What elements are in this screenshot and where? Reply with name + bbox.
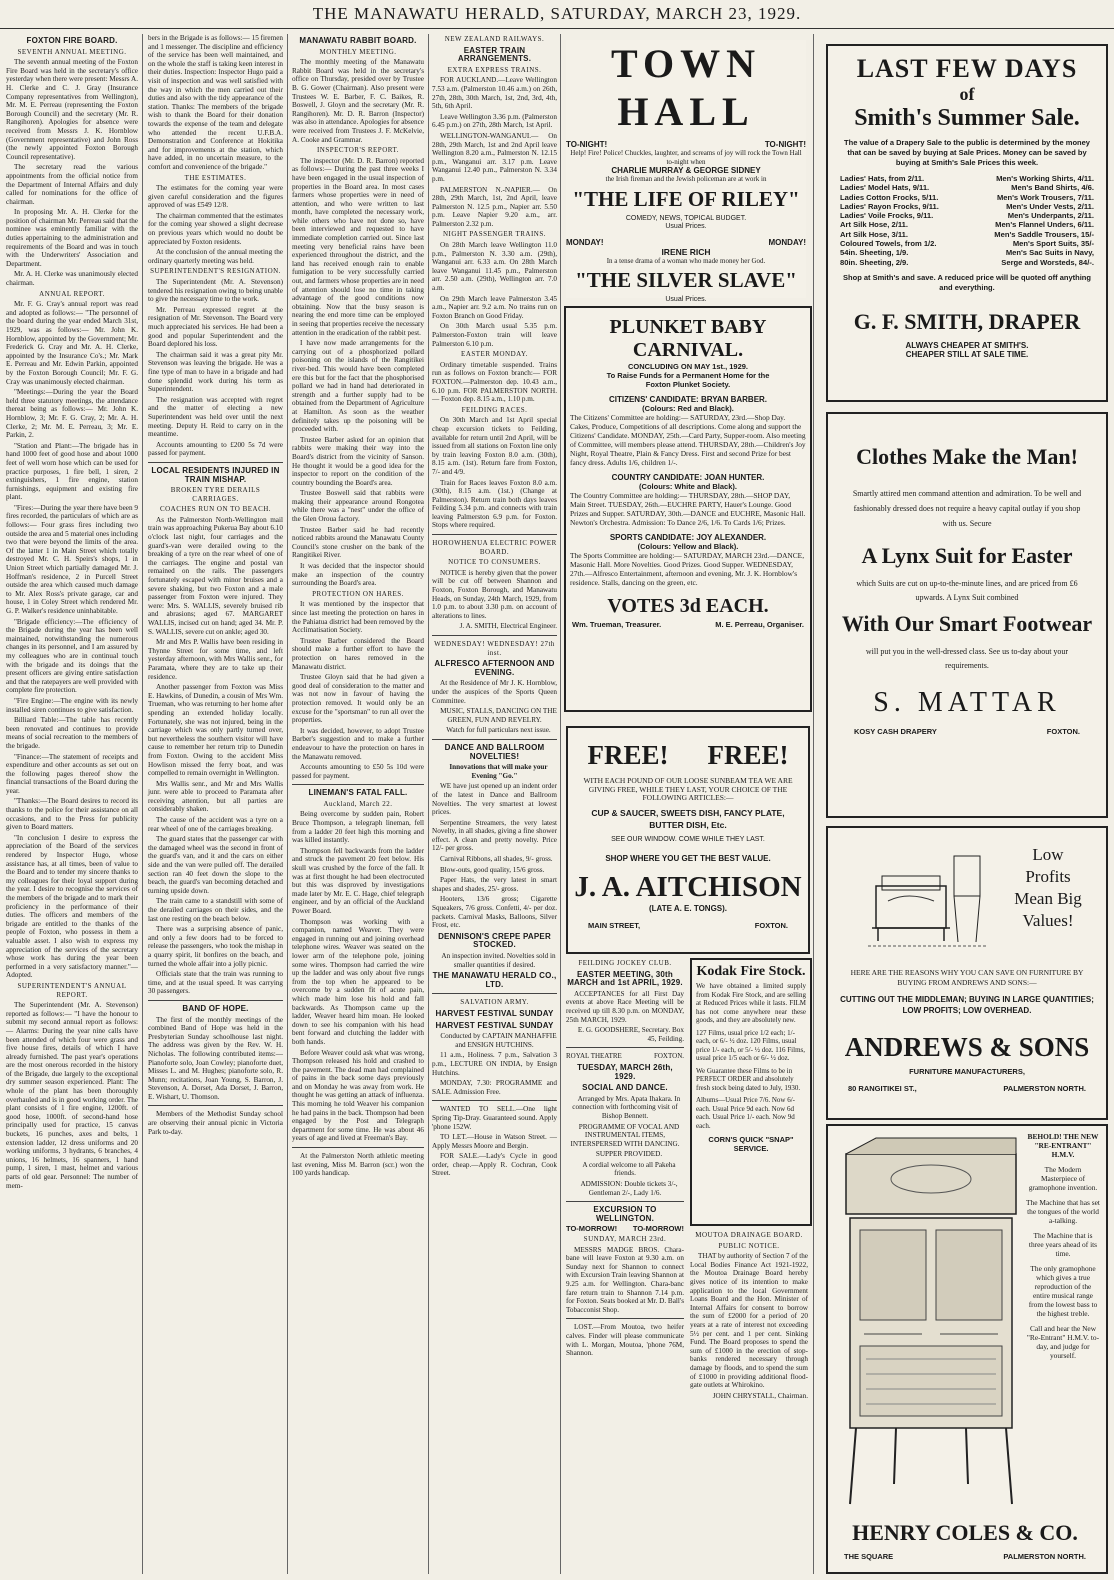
ad-text: 127 Films, usual price 1/2 each; 1/- each, or 6/- ½ doz. 120 Films, usual price 1/- each, or 5/- ½ doz. 116 Films, usual price 1/5 each or 6/- ½ doz. — [696, 1028, 805, 1062]
price-item: Men's Work Trousers, 7/11. — [996, 192, 1094, 202]
paragraph: "Fire Engine:—The engine with its newly installed siren continues to give satisfaction. — [6, 696, 138, 714]
paragraph: NOTICE is hereby given that the power will be cut off between Shannon and Foxton, Foxton Borough, and Manawatu Heads, on Sunday, 24th March, 1929, from 1.0 p.m. to about 3.30 p.m. on account of alterations to lines. — [432, 568, 557, 620]
paragraph: Before Weaver could ask what was wrong, Thompson released his hold and crashed to the pavement. The dead man had complained of pains in the back some days previously and on Monday he was away from work. He thought he was getting an attack of influenza. This morning he told Weaver his companion he had pains in the back. Thompson had been engaged by the Post and Telegraph department for some time. He was about 46 years of age and lived at Freeman's Bay. — [292, 1048, 424, 1143]
shop-name: ANDREWS & SONS — [844, 1032, 1090, 1062]
signature: J. A. SMITH, Electrical Engineer. — [459, 622, 557, 631]
paragraph: A cordial welcome to all Pakeha friends. — [582, 1160, 676, 1178]
classified: WANTED TO SELL.—One light Spring Tip-Dray. Guaranteed sound. Apply 'phone 152W. — [432, 1105, 557, 1131]
ad-headline: BEHOLD! THE NEW "RE-ENTRANT" H.M.V. — [1027, 1132, 1099, 1159]
organiser: M. E. Perreau, Organiser. — [715, 620, 804, 629]
paragraph: Trustee Boswell said that rabbits were making their appearance around Rongotea while there was a "nest" under the office of the Glen Oroua factory. — [292, 489, 424, 524]
ad-subhead: CONCLUDING ON MAY 1st., 1929. — [627, 362, 749, 371]
price-item: Ladies' Hats, from 2/11. — [840, 174, 925, 183]
slogan-block — [998, 844, 1098, 932]
slogan-line: Mean Big — [1014, 889, 1082, 908]
dateline: Auckland, March 22. — [323, 799, 393, 808]
monday-label: MONDAY! — [566, 237, 604, 247]
town: FOXTON. — [653, 1052, 684, 1061]
price-list — [828, 174, 1106, 267]
article-headline: MANAWATU RABBIT BOARD. — [299, 36, 417, 45]
paragraph: The estimates for the coming year were given careful consideration and the figures approved of was £549 12/8. — [148, 184, 283, 210]
ad-footer: CORN'S QUICK "SNAP" SERVICE. — [708, 1135, 794, 1153]
ad-heading: ALFRESCO AFTERNOON AND EVENING. — [434, 659, 555, 677]
ad-heading: HOROWHENUA ELECTRIC POWER BOARD. — [432, 539, 557, 556]
ad-text: The Country Committee are holding:— THURSDAY, 28th.—SHOP DAY, Main Street. TUESDAY, 26th.—EUCHRE PARTY, Hauer's Lounge. Good Prizes and Supper. SATURDAY, 30th.—DANCE and EUCHRE, Masonic Hall. Newton's Orchestra. Admission: To Dance 2/6, 1/6. To Cards 1/6; Prizes. — [570, 491, 806, 527]
ad-text: Usual Prices. — [665, 296, 707, 303]
paragraph: ADMISSION: Double tickets 3/-, Gentleman 2/-, Lady 1/6. — [580, 1180, 678, 1197]
ad-text: Help! Fire! Police! Chuckles, laughter, and screams of joy will rock the Town Hall to-night when — [570, 149, 802, 166]
price-item: Men's Under Vests, 2/11. — [1006, 201, 1094, 211]
shop-name: J. A. AITCHISON — [574, 871, 802, 903]
column-rule — [428, 34, 429, 1574]
divider — [432, 739, 557, 740]
price-list-ladies — [840, 174, 939, 267]
ad-text: Usual Prices. — [665, 223, 707, 230]
paragraph: WE have just opened up an indent order of the latest in Dance and Ballroom Novelties. The very smartest at lowest prices. — [432, 782, 557, 817]
ad-title: Smith's Summer Sale. — [854, 105, 1080, 131]
free-heading — [568, 740, 808, 771]
ad-text: COMEDY, NEWS, TOPICAL BUDGET. — [625, 214, 747, 222]
paragraph: Accounts amounting to £200 5s 7d were passed for payment. — [148, 440, 283, 458]
paragraph: bers in the Brigade is as follows:— 15 firemen and 1 messenger. The discipline and efficiency of the service has been well maintained, and on the whole the staff is taking keen interest in their duties. Inspection: Inspector Hugo paid a visit of inspection and was well satisfied with the way in which the men carried out their duties and also with the tidy appearance of the station. Thanks: The members of the brigade wish to thank the Board for their donation towards the expense of the team and delegate who attended the recent U.F.B.A. Demonstration and Conference at Hokitika and for improvements at the station, which have added, in no uncertain measure, to the comfort and convenience of the brigade." — [148, 34, 283, 171]
paragraph: The inspector (Mr. D. R. Barron) reported as follows:— During the past three weeks I have been engaged in the usual inspection of properties in the Board area. In most cases farmers whose properties were in need of attention, and who were written to last month, have completed the necessary work, while others who have not done so, have been interviewed and requested to have immediate completion carried out. Since last meeting very beneficial rains have been experienced throughout the district, and the land has received enough rain to enable fumigation to be very successfully carried out, and farmers whose properties are in need of attention should lose no time in taking advantage of the good conditions now obtaining. Now that the busy season is nearing the end more time can be employed in seeing that properties receive the necessary attention in the eradication of the rabbit pest. — [292, 156, 424, 337]
kodak-fire-stock-ad — [690, 958, 812, 1226]
ad-heading: EASTER MEETING, 30th MARCH and 1st APRIL, 1929. — [567, 969, 683, 988]
signature: E. G. GOODSHERE, Secretary. Box 45, Feilding. — [577, 1026, 684, 1043]
paragraph: Accounts amounting to £50 5s 10d were passed for payment. — [292, 763, 424, 780]
paragraph: Mr and Mrs P. Wallis have been residing in Thynne Street for some time, and left yesterday afternoon, with Mrs Wallis senr., for Paramata, where they are to take up their residence. — [148, 638, 283, 681]
ad-title-of: of — [959, 84, 975, 104]
town: PALMERSTON NORTH. — [1003, 1552, 1086, 1561]
ad-text: Call and hear the New "Re-Entrant" H.M.V. to-day, and judge for yourself. — [1026, 1324, 1100, 1360]
ad-headline: With Our Smart Footwear — [841, 611, 1093, 636]
ad-title: Clothes Make the Man! — [856, 444, 1078, 469]
paragraph: In proposing Mr. A. H. Clerke for the position of chairman Mr. Perreau said that the nominee was eminently familiar with the duties appertaining to the administration and requirements of the Board and was in touch with the Underwriters' Association and Department. — [6, 208, 138, 268]
divider — [432, 1100, 557, 1101]
ad-heading: MOUTOA DRAINAGE BOARD. — [695, 1231, 803, 1239]
paragraph: It was decided that the inspector should make an inspection of the country surrounding the Board's area. — [292, 562, 424, 588]
smith-summer-sale-ad — [826, 44, 1108, 402]
ad-subhead: SUNDAY, MARCH 23rd. — [583, 1235, 667, 1244]
paragraph: Mr. Perreau expressed regret at the resignation of Mr. Stevenson. The Board very much appreciated his services. He had been a good and popular Superintendent and the Board deplored his loss. — [148, 305, 283, 349]
column-rule — [142, 34, 143, 1574]
coles-footer — [834, 1520, 1096, 1561]
living-room-illustration — [868, 846, 988, 956]
paragraph: "Meetings:—During the year the Board held three statutory meetings, the attendance thereat being as follows:— Mr. John K. Hornblow, 3; Mr. F. G. Cray, 2; Mr. A. H. Clerke, 2; Mr. M. E. Perreau, 3; Mr. E. Parkin, 2. — [6, 388, 138, 440]
paragraph: The cause of the accident was a tyre on a rear wheel of one of the carriages breaking. — [148, 816, 283, 833]
paragraph: The Superintendent (Mr. A. Stevenson) tendered his resignation owing to being unable to give the necessary time to the work. — [148, 278, 283, 304]
paragraph: Train for Races leaves Foxton 8.0 a.m. (30th), 8.15 a.m. (1st.) (Change at Palmerston). Return train both days leaves Feilding 5.34 p.m. and connects with train leaving Palmerston 6.9 p.m. for Foxton. Stops where required. — [432, 478, 557, 530]
ad-text: The Sports Committee are holding:— SATURDAY, MARCH 23rd.—DANCE, Masonic Hall. More Novelties. Good Prizes. Good Supper. WEDNESDAY, 27th.—Alfresco Entertainment, afternoon and evening, Mr. J. K. Hornblow's residence. Stalls, dancing on the green, etc. — [570, 551, 805, 587]
monday-label: MONDAY! — [768, 237, 806, 247]
article-headline: BAND OF HOPE. — [182, 1003, 249, 1013]
town-hall-ad — [566, 40, 806, 303]
section-subhead: SUPERINTENDENT'S RESIGNATION. — [150, 267, 281, 276]
ad-text: Smartly attired men command attention and admiration. To be well and fashionably dressed does not require a heavy capital outlay if you shop with us. Secure — [852, 489, 1082, 528]
paragraph: The train came to a standstill with some of the derailed carriages on their sides, and the last one resting on the beach below. — [148, 897, 283, 923]
ad-heading: SOCIAL AND DANCE. — [582, 1083, 668, 1093]
paragraph: "Station and Plant:—The brigade has in hand 1000 feet of good hose and about 1000 feet of well worn hose which can be used for practice purposes, 1 fire bell, 1 siren, 2 extinguishers, 1 fire engine, station furnishings, equipment and existing fire plant. — [6, 441, 138, 502]
ad-heading: DENNISON'S CREPE PAPER STOCKED. — [438, 931, 551, 950]
paragraph: Mr. A. H. Clerke was unanimously elected chairman. — [6, 270, 138, 288]
column-5-lower — [566, 958, 684, 1574]
paragraph: PROGRAMME OF VOCAL AND INSTRUMENTAL ITEMS, INTERSPERSED WITH DANCING. — [570, 1122, 680, 1148]
ad-subhead: To Raise Funds for a Permanent Home for the Foxton Plunket Society. — [606, 371, 770, 389]
tomorrow-label: TO-MORROW! — [566, 1224, 618, 1234]
price-item: Serge and Worsteds, 84/-. — [1001, 257, 1094, 267]
paragraph: Conducted by CAPTAIN MANHAFFIE and ENSIGN HUTCHINS. — [440, 1032, 557, 1049]
paragraph: Another passenger from Foxton was Miss E. Hawkins, of Dunedin, a cousin of Mrs Wm. Trueman, who was returning to her home after spending an extended holiday locally. Fortunately, she was not injured, being in the carriage which was only partly turned over, but nevertheless the southern visitor will have cause to remember her return trip to Dunedin from Foxton. Owing to the accident Miss Howlison missed the ferry boat, and was compelled to remain overnight in Wellington. — [148, 683, 283, 778]
ad-text: which Suits are cut on up-to-the-minute lines, and are priced from £6 upwards. A Lynx Suit combined — [856, 579, 1078, 602]
ad-title: TOWN HALL — [611, 41, 761, 134]
paragraph: Officials state that the train was running to time, and at the usual speed. It was carrying 30 passengers. — [148, 970, 283, 996]
paragraph: Trustee Barber said he had recently noticed rabbits around the Manawatu County Council's stone crusher on the bank of the Rangitikei River. — [292, 525, 424, 560]
divider — [566, 1318, 684, 1319]
tomorrow-label: TO-MORROW! — [632, 1224, 684, 1234]
slogan-line: Values! — [1022, 911, 1074, 930]
ad-text: The Modern Masterpiece of gramophone invention. — [1028, 1165, 1098, 1192]
slogan: ALWAYS CHEAPER AT SMITH'S. — [905, 340, 1029, 350]
divider — [566, 1047, 684, 1048]
paragraph: On 30th March usual 5.35 p.m. Palmerston-Foxton train will leave Palmerston 6.10 p.m. — [432, 322, 557, 348]
paragraph: As the Palmerston North-Wellington mail train was approaching Pukerua Bay about 6.10 o'clock last night, four carriages and the guard's-van were derailed owing to the breaking of a tyre on the rear wheel of one of the carriages. The engine and postal van remained on the rails. The passengers fortunately escaped with minor bruises and a severe shaking, but two Foxton and a male passenger from Foxton were injured. They were: Mrs. S. WALLIS, severely bruised rib and abrasions; aged 67. MARGARET WALLIS, incised cut on hand; aged 34. Mr. P. S. WALLIS, severe cut on ankle; aged 30. — [148, 515, 283, 636]
divider — [432, 635, 557, 636]
paragraph: Being overcome by sudden pain, Robert Bruce Thompson, a telegraph lineman, fell from a ladder 20 feet high this morning and was killed instantly. — [292, 810, 424, 845]
paragraph: At the Residence of Mr J. K. Hornblow, under the auspices of the Sports Queen Committee. — [432, 679, 557, 705]
address-row — [834, 1552, 1096, 1561]
andrews-body — [838, 968, 1096, 1093]
ad-text: The Citizens' Committee are holding:— SATURDAY, 23rd.—Shop Day. Cakes, Produce, Competitions of all descriptions. Come along and support the Citizens' Candidate. MONDAY, 25th.—Card Party, Supper-room. Also meeting of Committee, will members please attend. THURSDAY, 28th.—Children's Joy Night, Royal Theatre, Plain & Fancy Dress. First and second Prize for best fancy dress. Adults 1/6, children 1/-. — [570, 413, 806, 467]
paragraph: At the conclusion of the annual meeting the ordinary quarterly meeting was held. — [148, 248, 283, 265]
paragraph: Watch for full particulars next issue. — [446, 726, 551, 735]
ad-text: We have obtained a limited supply from Kodak Fire Stock, and are selling at Reduced Prices while it lasts. FILM has not come anywhere near these goods, and they are absolutely new. — [696, 982, 806, 1024]
column-rule — [560, 34, 561, 1574]
free-label: FREE! — [587, 740, 669, 770]
ad-text: We Guarantee these Films to be in PERFECT ORDER and absolutely fresh stock being dated to July, 1930. — [696, 1066, 801, 1092]
ad-text: The only gramophone which gives a true reproduction of the entire musical range from the lowest bass to the highest treble. — [1028, 1264, 1098, 1318]
paragraph: The chairman commented that the estimates for the coming year showed a slight decrease on previous years which would no doubt be appreciated by Foxton residents. — [148, 211, 283, 246]
article-subhead: COACHES RUN ON TO BEACH. — [159, 505, 272, 514]
signatures-row — [566, 620, 810, 629]
paragraph: Innovations that will make your Evening "Go." — [449, 763, 548, 780]
tonight-label: TO-NIGHT! — [566, 140, 608, 149]
column-3 — [292, 34, 424, 1574]
ad-headline: A Lynx Suit for Easter — [861, 543, 1073, 568]
section-subhead: ANNUAL REPORT. — [39, 289, 105, 298]
column-4 — [432, 34, 557, 1574]
royal-row — [566, 1052, 684, 1061]
ad-text: the Irish fireman and the Jewish policeman are at work in — [605, 175, 767, 183]
town: FOXTON. — [1046, 727, 1080, 736]
paragraph: The monthly meeting of the Manawatu Rabbit Board was held in the secretary's office on Thursday, presided over by Trustee B. G. Gower (Chairman). Also present were Trustees W. E. Barber, F. C. Baikes, R. Boswell, J. Gloyn and the secretary (Mr. R. Rangihoren). Mr. D. R. Barron (Inspector) was also in attendance. Apologies for absence were received from Trustees J. F. McKelvie, A. Cooke and Grammar. — [292, 58, 424, 144]
divider — [292, 784, 424, 785]
candidate: COUNTRY CANDIDATE: JOAN HUNTER. — [611, 473, 765, 482]
shop-name: S. MATTAR — [873, 687, 1061, 718]
paragraph: MONDAY, 7.30: PROGRAMME and SALE. Admission Free. — [432, 1079, 557, 1096]
article-subhead: MONTHLY MEETING. — [319, 47, 397, 56]
ad-stars: IRENE RICH — [661, 246, 711, 257]
paragraph: Thompson fell backwards from the ladder and struck the pavement 20 feet below. His skull was crushed by the force of the fall. It was at first thought he had been electrocuted but this was disproved by investigations made later by Mr. E. C. Hage, chief telegraph engineer, and by an official of the Auckland Power Board. — [292, 846, 424, 915]
ad-text: The Machine that has set the tongues of the world a-talking. — [1026, 1198, 1100, 1225]
tonight-row — [566, 140, 806, 149]
price-item: Ladies' Voile Frocks, 9/11. — [840, 211, 934, 221]
paragraph: It was decided, however, to adopt Trustee Barber's suggestion and to make a further endeavour to have the protection on hares in the Manawatu removed. — [292, 726, 424, 761]
price-item: Ladies Cotton Frocks, 5/11. — [840, 192, 939, 202]
paragraph: Carnival Ribbons, all shades, 9/- gross. — [440, 855, 553, 864]
paragraph: FOR AUCKLAND.—Leave Wellington 7.53 a.m. (Palmerston 10.46 a.m.) on 26th, 27th, 28th, 30th March, 1st, 2nd, 3rd, 4th, 5th, 6th April. — [432, 76, 557, 111]
price-item: Men's Sac Suits in Navy, — [1005, 248, 1094, 258]
shop-name: HENRY COLES & CO. — [852, 1520, 1078, 1545]
article-headline: LOCAL RESIDENTS INJURED IN TRAIN MISHAP. — [151, 465, 280, 484]
ad-subhead: NOTICE TO CONSUMERS. — [448, 558, 541, 567]
masthead: THE MANAWATU HERALD, SATURDAY, MARCH 23, 1929. — [0, 0, 1114, 29]
gramophone-illustration — [836, 1134, 1026, 1514]
tomorrow-row — [566, 1225, 684, 1234]
paragraph: On 28th March leave Wellington 11.0 p.m., Palmerston N. 3.30 a.m. (29th), Wanganui arr. 6.33 a.m. On 28th March leave Wanganui 11.45 p.m., Palmerston arr. 2.50 a.m. (29th), Wellington arr. 7.0 a.m. — [432, 241, 557, 293]
paragraph: The first of the monthly meetings of the combined Band of Hope was held in the Presbyterian Sunday schoolhouse last night. The address was given by the Rev. W. H. Nicholas. The following contributed items:—Pianoforte solo, Joan Cowley; pianoforte duet, Misses L. and M. Hughes; pianoforte solo, R. Munn; recitations, Joan Young, S. Barron, J. Stevenson, A. Dorset, Ada Dorset, J. Barron, E. Wishart, U. Thomson. — [148, 1015, 283, 1101]
paragraph: Serpentine Streamers, the very latest Novelty, in all shades, giving a fine shower effect. A clean and pretty novelty. Price 12/- per gross. — [432, 818, 557, 853]
town: FOXTON. — [754, 921, 788, 930]
street: MAIN STREET, — [588, 921, 641, 930]
price-item: 80in. Sheeting, 2/9. — [840, 257, 909, 267]
column-rule — [813, 34, 814, 1574]
paragraph: It was mentioned by the inspector that since last meeting the protection on hares in the Pahiatua district had been removed by the Acclimatisation Society. — [292, 600, 424, 635]
paragraph: Mr. F. G. Cray's annual report was read and adopted as follows:— "The personnel of the board during the year ended March 31st, 1929, was as follows:— Mr. John K. Hornblow, appointed by the Government; Mr. Frederick G. Cray and Mr. A. H. Clerke, appointed by the Insurance Co's.; Mr. Mark E. Perreau and Mr. Edwin Parkin, appointed by the Foxton Borough Council; Mr. F. G. Cray was unanimously elected chairman. — [6, 300, 138, 386]
slogan-line: Low — [1032, 845, 1064, 864]
ad-heading: DANCE AND BALLROOM NOVELTIES! — [444, 742, 545, 761]
paragraph: Blow-outs, good quality, 15/6 gross. — [440, 865, 545, 874]
ad-text: The Machine that is three years ahead of its time. — [1028, 1231, 1098, 1258]
ad-subhead: WEDNESDAY! WEDNESDAY! 27th inst. — [434, 640, 555, 657]
paragraph: On 29th March leave Palmerston 3.45 a.m., Napier arr. 9.2 a.m. No trains run on Foxton Branch on Good Friday. — [432, 294, 557, 320]
paragraph: Thompson was working with a companion, named Weaver. They were engaged in running out and joining overhead telephone wires. Weaver was seated on the lower arm of the telephone pole, joining some wires. Thompson had carried the wire up the ladder and was only about five rungs from the top when he appeared to be overcome by a sudden fit of acute pain, which made him lose his hold and fall backwards. As Thompson came up the ladder, Weaver heard him moan. He looked down to see his companion with his head bent forward and clutching the ladder with both hands. — [292, 917, 424, 1046]
section-subhead: PROTECTION ON HARES. — [312, 589, 404, 598]
price-item: Men's Flannel Unders, 6/11. — [995, 220, 1094, 230]
paragraph: The resignation was accepted with regret and the matter of electing a new Superintendent was held over until the next meeting. Deputy H. Reid to carry on in the meantime. — [148, 395, 283, 439]
price-item: Men's Working Shirts, 4/11. — [996, 174, 1094, 183]
paragraph: "Thanks:—The Board desires to record its thanks to the police for their assistance on all occasions, and to the Press for publicity given to Board matters. — [6, 797, 138, 832]
mattar-clothes-ad — [826, 412, 1108, 818]
aitchison-free-ad — [566, 726, 810, 954]
tonight-label: TO-NIGHT! — [764, 140, 806, 149]
film-title: "THE LIFE OF RILEY" — [572, 186, 800, 211]
ad-heading: FEILDING JOCKEY CLUB. — [578, 959, 672, 967]
town: PALMERSTON NORTH. — [1003, 1084, 1086, 1093]
classified: LOST.—From Moutoa, two heifer calves. Finder will please communicate with L. Morgan, Moutoa, 'phone 76M, Shannon. — [566, 1323, 684, 1358]
divider — [566, 1201, 684, 1202]
ad-subhead: SALVATION ARMY. — [460, 998, 529, 1007]
paragraph: PALMERSTON N.-NAPIER.— On 28th, 29th March, 1st, 2nd April, leave Palmerston N. 12.5 p.m., Napier arr. 5.50 p.m. Leave Napier 9.20 a.m., arr. Palmerston 2.32 p.m. — [432, 185, 557, 228]
divider — [148, 462, 283, 463]
column-1 — [6, 34, 138, 1574]
ad-stars: CHARLIE MURRAY & GEORGE SIDNEY — [611, 166, 761, 175]
slogan-line: Profits — [1025, 867, 1071, 886]
paragraph: MUSIC, STALLS, DANCING ON THE GREEN, FUN AND REVELRY. — [440, 707, 557, 724]
treasurer: Wm. Trueman, Treasurer. — [572, 620, 662, 629]
ad-heading: EASTER TRAIN ARRANGEMENTS. — [457, 45, 532, 64]
paragraph: The secretary read the various appointments from the official notice from the Department of Internal Affairs and duly called for nominations for the office of chairman. — [6, 163, 138, 206]
ad-heading: HARVEST FESTIVAL SUNDAY — [435, 1008, 554, 1018]
paragraph: THAT by authority of Section 7 of the Local Bodies Finance Act 1921-1922, the Moutoa Drainage Board hereby gives notice of its intention to make application to the local Government Loans Board and the Hon. Minister of Internal Affairs for consent to borrow the sum of £2000 for a period of 20 years at a rate of interest not exceeding 5½ per cent. and 1 per cent. Sinking Fund. The Board proposes to spend the sum of £1000 in the erection of stop-banks rendered necessary through damage by floods, and to spend the sum of £1000 in providing additional flood-gate outlets at Whirokino. — [690, 1252, 808, 1390]
paragraph: ACCEPTANCES for all First Day events at above Race Meeting will be received up till 8.30 p.m. on MONDAY, 25th MARCH, 1929. — [566, 989, 684, 1024]
ad-subhead: EASTER MONDAY. — [461, 350, 528, 359]
ad-text: WITH EACH POUND OF OUR LOOSE SUNBEAM TEA WE ARE GIVING FREE, WHILE THEY LAST, YOUR CHOICE OF THE FOLLOWING ARTICLES:— — [583, 776, 793, 802]
article-headline: LINEMAN'S FATAL FALL. — [308, 788, 408, 798]
shop-note: (LATE A. E. TONGS). — [648, 904, 728, 913]
divider — [432, 534, 557, 535]
paragraph: An inspection invited. Novelties sold in smaller quantities if desired. — [441, 952, 556, 969]
paragraph: Arranged by Mrs. Apata Ihakara. In connection with forthcoming visit of Bishop Bennett. — [572, 1094, 681, 1120]
price-item: 54in. Sheeting, 1/9. — [840, 248, 909, 258]
column-2 — [148, 34, 283, 1574]
ad-text: Albums—Usual Price 7/6. Now 6/- each. Usual Price 9d each. Now 6d each. Usual Price 1/- each. Now 9d each. — [696, 1096, 795, 1130]
free-label: FREE! — [707, 740, 789, 770]
candidate-colours: (Colours: White and Black). — [639, 482, 737, 491]
street: 80 RANGITIKEI ST., — [848, 1084, 917, 1093]
paragraph: Hooters, 13/6 gross; Cigarette Squeakers, 7/6 gross. Confetti, 4/- per doz. packets. Carnival Masks, Balloons, Silver Frost, etc. — [432, 895, 557, 930]
monday-row — [566, 238, 806, 247]
price-item: Men's Underpants, 2/11. — [1007, 211, 1094, 221]
price-item: Men's Saddle Trousers, 15/- — [994, 229, 1094, 239]
ad-text: will put you in the well-dressed class. See us to-day about your requirements. — [865, 647, 1069, 670]
paragraph: The seventh annual meeting of the Foxton Fire Board was held in the secretary's office yesterday when there were present: Messrs A. H. Clerke and C. J. Gray (Insurance Company representatives from Wellington), Mr. M. E. Perreau (representing the Foxton Borough Council) and the secretary (Mr. R. Rangihoren). Apologies for absence were received from Messrs J. K. Hornblow (Government representative) and John Ross (the newly appointed Foxton Borough Council representative). — [6, 58, 138, 161]
ad-heading: HARVEST FESTIVAL SUNDAY — [435, 1020, 554, 1030]
paragraph: At the Palmerston North athletic meeting last evening, Miss M. Barron (scr.) won the 100 yards handicap. — [292, 1152, 424, 1178]
ad-heading: TUESDAY, MARCH 26th, 1929. — [577, 1062, 673, 1081]
price-list-men — [994, 174, 1094, 267]
divider — [148, 1105, 283, 1106]
article-headline: FOXTON FIRE BOARD. — [26, 36, 118, 45]
article-subhead: BROKEN TYRE DERAILS CARRIAGES. — [170, 486, 261, 503]
ad-heading: EXCURSION TO WELLINGTON. — [593, 1205, 657, 1223]
paragraph: Trustee Gloyn said that he had given a good deal of consideration to the matter and was not now in favour of having the protection removed. It would only be an excuse for the "sportsman" to run all over the properties. — [292, 673, 424, 725]
paragraph: Trustee Barber considered the Board should make a further effort to have the protection on hares removed in the Manawatu district. — [292, 636, 424, 671]
classified: FOR SALE.—Lady's Cycle in good order, cheap.—Apply R. Cochran, Cook Street. — [432, 1152, 557, 1178]
candidate-colours: (Colours: Red and Black). — [642, 404, 734, 413]
hmv-copy — [1026, 1132, 1100, 1360]
venue: ROYAL THEATRE — [566, 1052, 622, 1061]
paragraph: "Finance:—The statement of receipts and expenditure and other accounts as set out on the following pages thereof show the financial transactions of the Board during the year. — [6, 752, 138, 795]
paragraph: Leave Wellington 3.36 p.m. (Palmerston 6.45 p.m.) on 27th, 28th March, 1st April. — [432, 112, 557, 130]
paragraph: WELLINGTON-WANGANUI.— On 28th, 29th March, 1st and 2nd April leave Wellington 8.20 a.m., Palmerston N. 12.15 p.m., Wanganui arr. 3.17 p.m. Leave Wanganui 12.40 p.m., Palmerston N. 3.34 p.m. — [432, 131, 557, 183]
price-item: Ladies' Model Hats, 9/11. — [840, 183, 930, 193]
slogan: SHOP WHERE YOU GET THE BEST VALUE. — [605, 854, 771, 863]
price-item: Men's Band Shirts, 4/6. — [1011, 183, 1094, 193]
ad-heading: NEW ZEALAND RAILWAYS. — [444, 35, 545, 43]
paragraph: Paper Hats, the very latest in smart shapes and shades, 25/- gross. — [432, 876, 557, 893]
paragraph: Mrs Wallis senr., and Mr and Mrs Wallis junr. were able to proceed to Paramata after receiving attention, but all parties are considerably shaken. — [148, 779, 283, 814]
section-subhead: SUPERINTENDENT'S ANNUAL REPORT. — [17, 981, 127, 999]
paragraph: Billiard Table:—The table has recently been renovated and continues to provide means of social recreation to the members of the brigade. — [6, 716, 138, 750]
film-title: "THE SILVER SLAVE" — [575, 268, 797, 292]
free-items: CUP & SAUCER, SWEETS DISH, FANCY PLATE, BUTTER DISH, Etc. — [591, 807, 785, 830]
paragraph: There was a surprising absence of panic, and only a few doors had to be forced to release the passengers, who took the mishap in a quarry spirit, lit bonfires on the beach, and turned the whole affair into a jolly picnic. — [148, 925, 283, 968]
ad-title: PLUNKET BABY CARNIVAL. — [609, 316, 767, 361]
column-rule — [287, 34, 288, 1574]
street: THE SQUARE — [844, 1552, 894, 1561]
slogan: CHEAPER STILL AT SALE TIME. — [905, 349, 1029, 359]
ad-subhead: FEILDING RACES. — [461, 405, 528, 414]
address-row — [568, 921, 808, 930]
paragraph: "Fires:—During the year there have been 9 fires recorded, the particulars of which are as follows:— Four grass fires including two outside the area and 5 material ones including two that were beyond the limits of the area. Of the latter 1 in Main Street which totally destroyed Mr. C. H. Speirs's shops, 1 in Union Street which partially damaged Mr. J. Hoffman's residence, 2 in Purcell Street outside the area which caused much damage to Mr. Alex Ross's private garage, car and house, 1 in Coley Street which rendered Mr. G. P. Walker's residence uninhabitable. — [6, 503, 138, 615]
divider — [148, 1000, 283, 1001]
ad-subhead: NIGHT PASSENGER TRAINS. — [443, 230, 546, 239]
candidate: SPORTS CANDIDATE: JOY ALEXANDER. — [609, 533, 767, 542]
andrews-furniture-ad — [826, 826, 1108, 1120]
shop-type: KOSY CASH DRAPERY — [854, 727, 937, 736]
paragraph: MESSRS MADGE BROS. Chara-bane will leave Foxton at 9.30 a.m. on Sunday next for Shannon to connect with Excursion Train leaving Shannon at 9.25 a.m. for Wellington. Chara-banc fare return train to Shannon 7.14 p.m. for Foxton. Seats booked at Mr. D. Ball's Tobacconist Shop. — [566, 1245, 684, 1314]
candidate-colours: (Colours: Yellow and Black). — [637, 542, 739, 551]
ad-text: CUTTING OUT THE MIDDLEMAN; BUYING IN LARGE QUANTITIES; LOW PROFITS; LOW OVERHEAD. — [840, 995, 1094, 1015]
candidate: CITIZENS' CANDIDATE: BRYAN BARBER. — [608, 395, 768, 404]
address-row — [828, 727, 1106, 736]
paragraph: The chairman said it was a great pity Mr. Stevenson was leaving the brigade. He was a fine type of man to have in a brigade and had done splendid work during his term as Superintendent. — [148, 350, 283, 394]
address-row — [838, 1084, 1096, 1093]
ad-text: In a tense drama of a woman who made money her God. — [606, 256, 766, 265]
article-subhead: SEVENTH ANNUAL MEETING. — [17, 47, 127, 56]
shop-type: FURNITURE MANUFACTURERS, — [909, 1067, 1025, 1076]
paragraph: "Brigade efficiency:—The efficiency of the Brigade during the year has been well maintained, notwithstanding the numerous changes in its personnel, and I am assured by my colleagues who are in continual touch with the brigade and its doings that the present officers are giving entire satisfaction and that the ratepayers are well provided with complete fire protection. — [6, 617, 138, 695]
signature: JOHN CHRYSTALL, Chairman. — [712, 1391, 808, 1400]
paragraph: SUPPER PROVIDED. — [595, 1150, 663, 1159]
ad-subhead: EXTRA EXPRESS TRAINS. — [447, 65, 542, 74]
price-item: Art Silk Hose, 3/11. — [840, 229, 908, 239]
classified: TO LET.—House in Watson Street. —Apply Messrs Moore and Bergin. — [432, 1133, 557, 1150]
ad-text: Shop at Smith's and save. A reduced price will be quoted off anything and everything. — [843, 272, 1091, 292]
ad-text: HERE ARE THE REASONS WHY YOU CAN SAVE ON FURNITURE BY BUYING FROM ANDREWS AND SONS:— — [850, 968, 1084, 987]
henry-coles-hmv-ad — [826, 1124, 1108, 1574]
divider — [292, 1147, 424, 1148]
ad-title: Kodak Fire Stock. — [696, 964, 806, 979]
paragraph: The guard states that the passenger car with the damaged wheel was the second in front of the guard's van, and it and the cars on either side and the van were pulled off. The derailed section ran 40 feet down the slope to the beach, the guard's van becoming detached and turning upside down. — [148, 835, 283, 895]
price-item: Men's Sport Suits, 35/- — [1012, 239, 1094, 249]
paragraph: I have now made arrangements for the carrying out of a phosphorized pollard poisoning on the islands of the Rangitikei river-bed. This would have been completed ere this but for the fact that the phosphorised pollard we had in hand had deteriorated in strength and a further supply had to be obtained from the Department of Agriculture at Hamilton. As soon as the weather definitely takes up the poisoning will be proceeded with. — [292, 339, 424, 434]
ad-text: The value of a Drapery Sale to the public is determined by the money that can be saved by buying at Sale Prices. Money can be saved by buying at Smith's Sale Prices this week. — [844, 138, 1090, 167]
divider — [432, 993, 557, 994]
moutoa-notice — [690, 1230, 808, 1574]
paragraph: "In conclusion I desire to express the appreciation of the Board of the services rendered by Inspector Hugo, whose assistance has, at all times, been of value to the Board and to tender my sincere thanks to my colleagues for their loyal support during the year. I desire to recognise the services of the members of the brigade and to mark their proficiency in the performance of their duties. The officers and members of the brigade are entitled to the thanks of the people of Foxton, who possess in them a valuable asset. I also wish to express my appreciation of the services of the secretary whose work has during the year been performed in a very satisfactory manner."— Adopted. — [6, 833, 138, 980]
section-subhead: INSPECTOR'S REPORT. — [316, 146, 400, 155]
shop-name: G. F. SMITH, DRAPER — [853, 308, 1081, 334]
ad-heading: THE MANAWATU HERALD CO., LTD. — [432, 971, 557, 989]
price-item: Ladies' Rayon Frocks, 9/11. — [840, 201, 939, 211]
ad-text: SEE OUR WINDOW. COME WHILE THEY LAST. — [611, 835, 765, 843]
paragraph: Members of the Methodist Sunday school are observing their annual picnic in Victoria Park to-day. — [148, 1110, 283, 1136]
ad-subhead: PUBLIC NOTICE. — [718, 1241, 780, 1250]
plunket-carnival-ad — [564, 306, 812, 712]
price-item: Art Silk Hose, 2/11. — [840, 220, 908, 230]
paragraph: Trustee Barber asked for an opinion that rabbits were making their way into the Board's district from the vicinity of Sanson. He thought it would be a good idea for the inspector to report on the condition of the country bounding the Board's area. — [292, 435, 424, 487]
votes-heading: VOTES 3d EACH. — [607, 595, 769, 617]
ad-title: LAST FEW DAYS — [856, 54, 1078, 83]
section-subhead: THE ESTIMATES. — [184, 173, 247, 182]
paragraph: Ordinary timetable suspended. Trains run as follows on Foxton branch:— FOR FOXTON.—Palmerston dep. 10.43 a.m., 6.10 p.m. FOR PALMERSTON NORTH.— Foxton dep. 8.15 a.m., 1.10 p.m. — [432, 360, 557, 404]
paragraph: On 30th March and 1st April special cheap excursion tickets to Feilding, available for return until 2nd April, will be issued from all stations on Foxton line only by train leaving Foxton 8.0 a.m. (30th), 8.15 a.m. (1st). Return fare from Foxton, 7/- and 4/9. — [432, 416, 557, 476]
price-item: Coloured Towels, from 1/2. — [840, 239, 937, 249]
paragraph: The Superintendent (Mr. A. Stevenson) reported as follows:— "I have the honour to submit my second annual report as follows:— Alarms: During the year nine calls have been attended of which four were grass and five house fires, details of which I have already furnished. The past year's operations are the most onerous recorded in the history of the Brigade, due largely to the exceptional dry summer season experienced. Plant: The whole of the plant has been thoroughly overhauled and is in good working order. The plant consists of 1 fire engine, 1200ft. of good hose, 1000ft. of second-hand hose principally used for practice, 15 canvas buckets, 16 punches, axes and belts, 1 extension ladder, 12 dress uniforms and 20 working uniforms, 3 hydrants, 6 branches, 4 unions, 16 helmets, 16 spanners, 1 hand pump, 1 siren, 1 mast, helmet and various parts of old gear. Personnel: The number of mem- — [6, 1001, 138, 1190]
paragraph: 11 a.m., Holiness. 7 p.m., Salvation 3 p.m., LECTURE ON INDIA, by Ensign Hutchins. — [432, 1051, 557, 1077]
